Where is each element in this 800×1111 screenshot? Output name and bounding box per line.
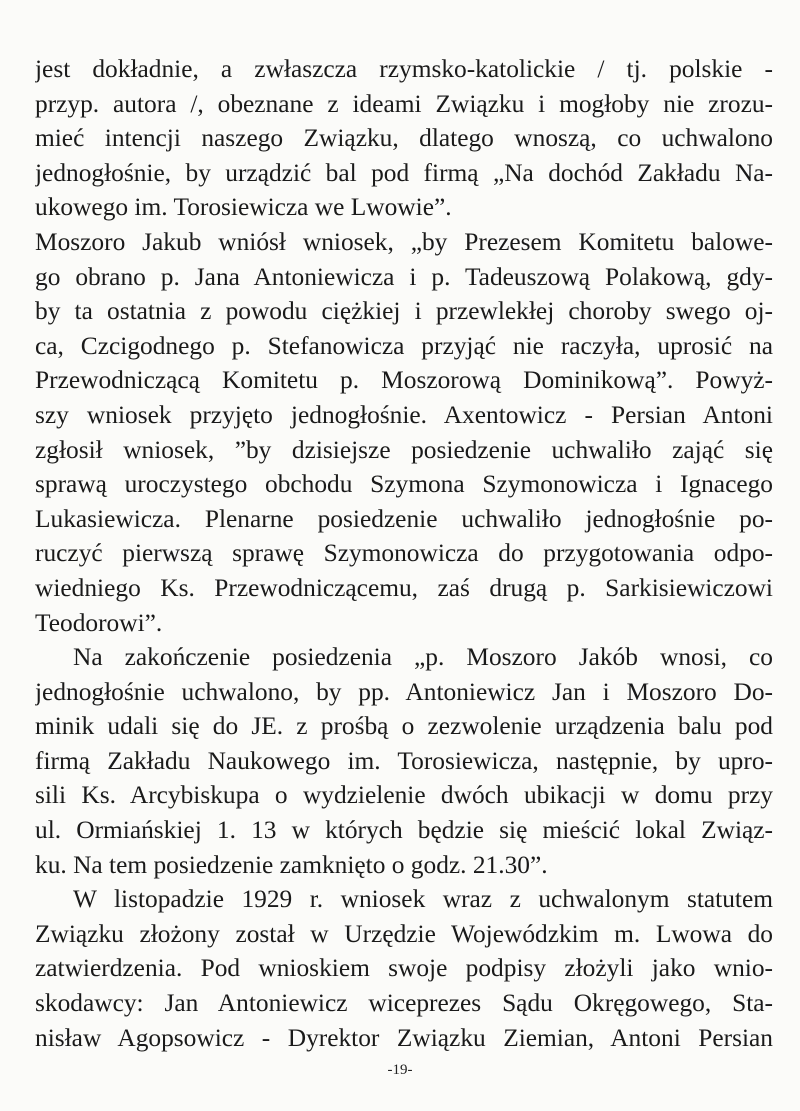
text-line: zgłosił wniosek, ”by dzisiejsze posiedzenie uchwaliło zająć się — [35, 435, 773, 464]
text-line: ruczyć pierwszą sprawę Szymonowicza do przygotowania odpo- — [35, 539, 773, 568]
page-number: -19- — [387, 1062, 413, 1078]
paragraph — [35, 225, 773, 640]
paragraph — [35, 640, 773, 882]
text-line: jednogłośnie uchwalono, by pp. Antoniewicz Jan i Moszoro Do- — [35, 677, 773, 706]
paragraph — [35, 52, 773, 225]
text-line: jest dokładnie, a zwłaszcza rzymsko-katolickie / tj. polskie - — [35, 55, 773, 83]
paragraph — [35, 882, 773, 1055]
text-line: minik udali się do JE. z prośbą o zezwolenie urządzenia balu pod — [35, 712, 773, 741]
text-line: jednogłośnie, by urządzić bal pod firmą „Na dochód Zakładu Na- — [35, 158, 773, 187]
text-line: Moszoro Jakub wniósł wniosek, „by Prezesem Komitetu balowe- — [35, 227, 773, 256]
text-line: Lukasiewicza. Plenarne posiedzenie uchwaliło jednogłośnie po- — [35, 504, 773, 533]
text-line: szy wniosek przyjęto jednogłośnie. Axentowicz - Persian Antoni — [35, 400, 773, 429]
text-line: zatwierdzenia. Pod wnioskiem swoje podpisy złożyli jako wnio- — [35, 954, 773, 983]
text-line: przyp. autora /, obeznane z ideami Związku i mogłoby nie zrozu- — [35, 89, 773, 118]
body-text — [35, 52, 773, 1055]
text-line: ukowego im. Torosiewicza we Lwowie”. — [35, 193, 452, 222]
text-line: ca, Czcigodnego p. Stefanowicza przyjąć nie raczyła, uprosić na — [35, 331, 773, 360]
text-line: Związku złożony został w Urzędzie Wojewódzkim m. Lwowa do — [35, 919, 773, 948]
text-line: Na zakończenie posiedzenia „p. Moszoro Jakób wnosi, co — [73, 643, 773, 672]
text-line: go obrano p. Jana Antoniewicza i p. Tadeuszową Polakową, gdy- — [35, 262, 773, 291]
text-line: W listopadzie 1929 r. wniosek wraz z uchwalonym statutem — [73, 885, 773, 914]
text-line: wiedniego Ks. Przewodniczącemu, zaś drugą p. Sarkisiewiczowi — [35, 573, 773, 602]
text-line: firmą Zakładu Naukowego im. Torosiewicza, następnie, by upro- — [35, 746, 773, 775]
text-line: ku. Na tem posiedzenie zamknięto o godz. 21.30”. — [35, 850, 548, 879]
text-line: Przewodniczącą Komitetu p. Moszorową Dominikową”. Powyż- — [35, 366, 773, 395]
text-line: sprawą uroczystego obchodu Szymona Szymonowicza i Ignacego — [35, 470, 773, 499]
text-line: nisław Agopsowicz - Dyrektor Związku Ziemian, Antoni Persian — [35, 1023, 773, 1052]
text-line: ul. Ormiańskiej 1. 13 w których będzie się mieścić lokal Związ- — [35, 816, 773, 845]
text-line: Teodorowi”. — [35, 608, 163, 637]
text-line: sili Ks. Arcybiskupa o wydzielenie dwóch ubikacji w domu przy — [35, 781, 773, 810]
text-line: skodawcy: Jan Antoniewicz wiceprezes Sądu Okręgowego, Sta- — [35, 989, 773, 1018]
text-line: by ta ostatnia z powodu ciężkiej i przewlekłej choroby swego oj- — [35, 297, 773, 326]
text-line: mieć intencji naszego Związku, dlatego wnoszą, co uchwalono — [35, 124, 773, 153]
